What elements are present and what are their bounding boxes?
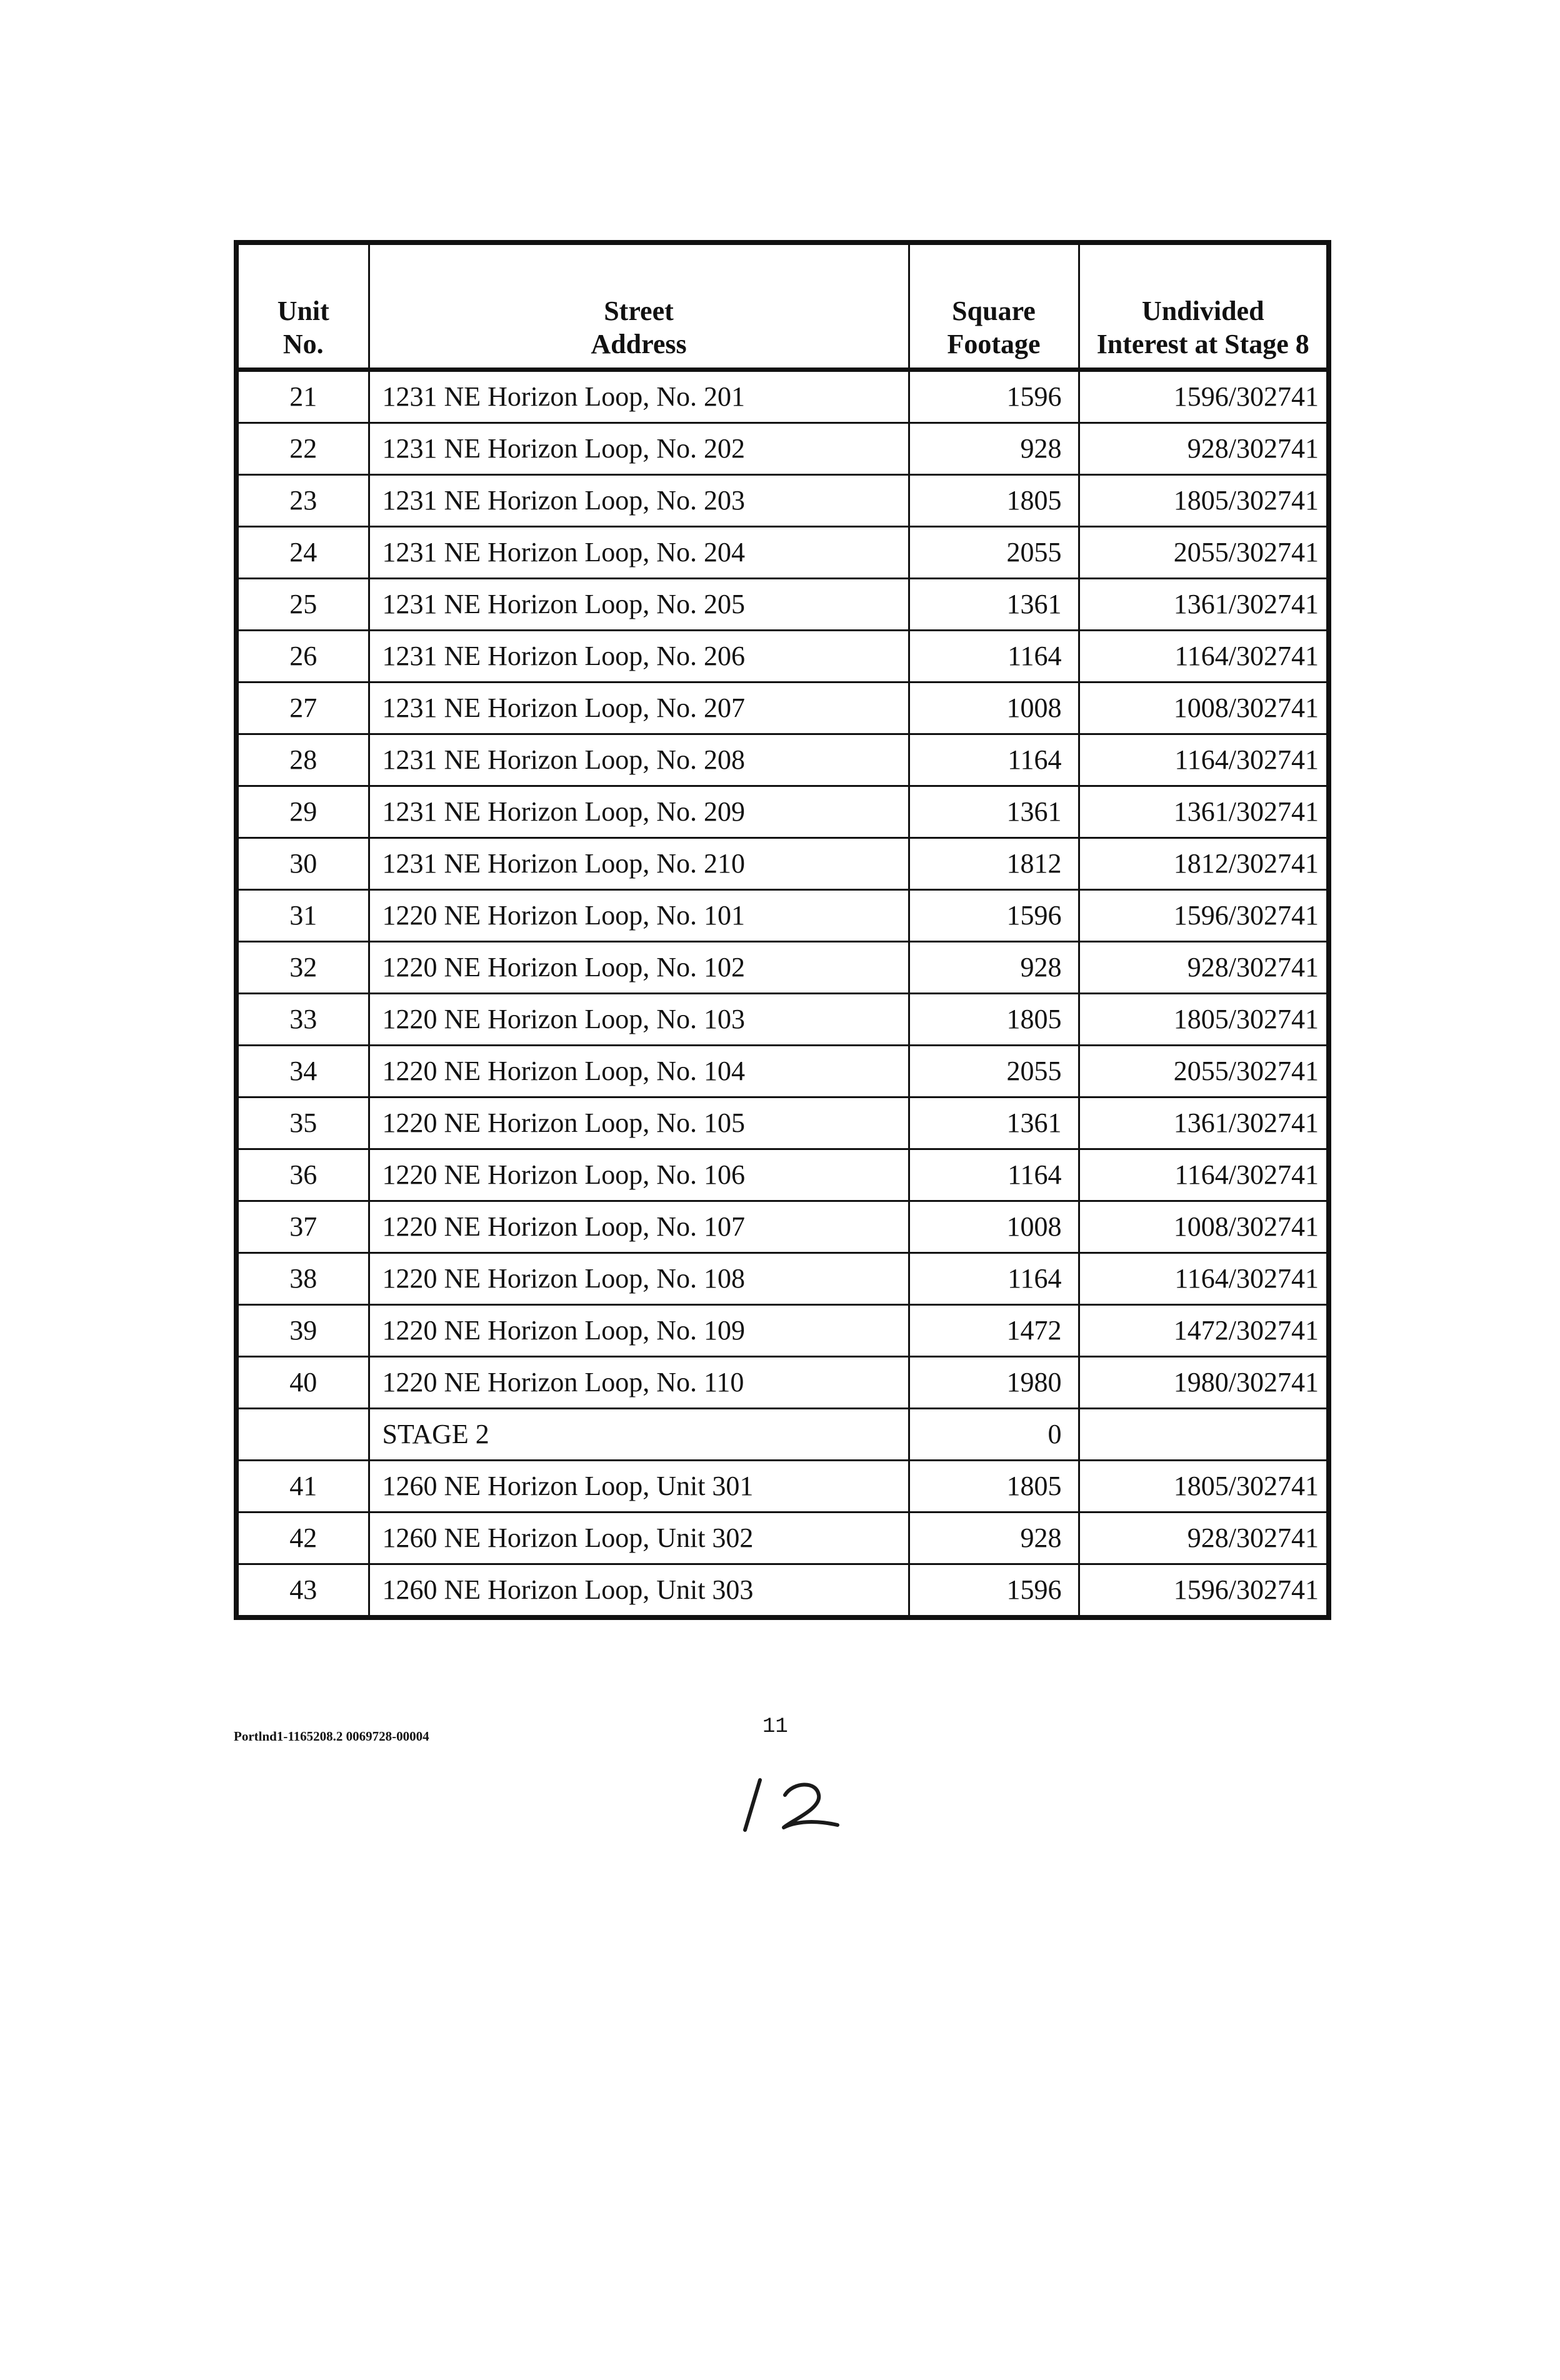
table-row <box>236 734 1329 786</box>
square-footage-cell: 0 <box>909 1409 1079 1461</box>
address-cell: 1260 NE Horizon Loop, Unit 303 <box>369 1564 909 1618</box>
address-cell: 1220 NE Horizon Loop, No. 101 <box>369 890 909 942</box>
unit-cell: 31 <box>236 890 369 942</box>
unit-cell: 28 <box>236 734 369 786</box>
address-cell: 1220 NE Horizon Loop, No. 110 <box>369 1357 909 1409</box>
interest-cell: 928/302741 <box>1079 942 1329 994</box>
square-footage-cell: 1164 <box>909 1149 1079 1201</box>
interest-cell: 1805/302741 <box>1079 475 1329 527</box>
unit-cell: 26 <box>236 631 369 682</box>
interest-cell: 1164/302741 <box>1079 631 1329 682</box>
address-cell: 1220 NE Horizon Loop, No. 105 <box>369 1098 909 1149</box>
unit-cell: 38 <box>236 1253 369 1305</box>
address-cell: 1231 NE Horizon Loop, No. 203 <box>369 475 909 527</box>
interest-cell: 1164/302741 <box>1079 1149 1329 1201</box>
square-footage-cell: 1472 <box>909 1305 1079 1357</box>
address-cell: 1220 NE Horizon Loop, No. 103 <box>369 994 909 1046</box>
square-footage-cell: 1361 <box>909 579 1079 631</box>
unit-cell: 25 <box>236 579 369 631</box>
table-row <box>236 1409 1329 1461</box>
table-row <box>236 1098 1329 1149</box>
square-footage-cell: 1596 <box>909 370 1079 423</box>
interest-cell: 1805/302741 <box>1079 1461 1329 1512</box>
table-row <box>236 890 1329 942</box>
table-row <box>236 786 1329 838</box>
unit-cell: 23 <box>236 475 369 527</box>
unit-cell: 42 <box>236 1512 369 1564</box>
unit-cell: 43 <box>236 1564 369 1618</box>
square-footage-cell: 1980 <box>909 1357 1079 1409</box>
table-row <box>236 994 1329 1046</box>
interest-cell: 1980/302741 <box>1079 1357 1329 1409</box>
address-cell: 1231 NE Horizon Loop, No. 206 <box>369 631 909 682</box>
interest-cell: 928/302741 <box>1079 1512 1329 1564</box>
square-footage-cell: 1805 <box>909 1461 1079 1512</box>
square-footage-cell: 1008 <box>909 682 1079 734</box>
interest-cell: 1812/302741 <box>1079 838 1329 890</box>
table-row <box>236 1149 1329 1201</box>
square-footage-cell: 1805 <box>909 994 1079 1046</box>
table-body <box>236 370 1329 1618</box>
address-cell: 1231 NE Horizon Loop, No. 209 <box>369 786 909 838</box>
table-row <box>236 942 1329 994</box>
address-cell: 1220 NE Horizon Loop, No. 106 <box>369 1149 909 1201</box>
unit-cell: 22 <box>236 423 369 475</box>
header-undivided-interest: Undivided Interest at Stage 8 <box>1079 242 1329 370</box>
header-square-footage: Square Footage <box>909 242 1079 370</box>
table-row <box>236 1201 1329 1253</box>
square-footage-cell: 1596 <box>909 1564 1079 1618</box>
interest-cell: 2055/302741 <box>1079 527 1329 579</box>
table-row <box>236 475 1329 527</box>
interest-cell <box>1079 1409 1329 1461</box>
unit-cell: 21 <box>236 370 369 423</box>
interest-cell: 1008/302741 <box>1079 1201 1329 1253</box>
square-footage-cell: 928 <box>909 942 1079 994</box>
address-cell: 1260 NE Horizon Loop, Unit 301 <box>369 1461 909 1512</box>
unit-cell: 29 <box>236 786 369 838</box>
unit-cell <box>236 1409 369 1461</box>
unit-cell: 39 <box>236 1305 369 1357</box>
table-row <box>236 370 1329 423</box>
table-row <box>236 423 1329 475</box>
table-header <box>236 242 1329 370</box>
header-unit-no: Unit No. <box>236 242 369 370</box>
unit-cell: 27 <box>236 682 369 734</box>
document-id: Portlnd1-1165208.2 0069728-00004 <box>234 1729 429 1744</box>
address-cell: 1220 NE Horizon Loop, No. 107 <box>369 1201 909 1253</box>
header-row <box>236 242 1329 370</box>
unit-cell: 32 <box>236 942 369 994</box>
square-footage-cell: 928 <box>909 1512 1079 1564</box>
interest-cell: 1164/302741 <box>1079 734 1329 786</box>
square-footage-cell: 1164 <box>909 1253 1079 1305</box>
table-row <box>236 1461 1329 1512</box>
table-row <box>236 1564 1329 1618</box>
unit-cell: 41 <box>236 1461 369 1512</box>
address-cell: 1220 NE Horizon Loop, No. 109 <box>369 1305 909 1357</box>
unit-cell: 34 <box>236 1046 369 1098</box>
table-row <box>236 682 1329 734</box>
unit-cell: 30 <box>236 838 369 890</box>
square-footage-cell: 2055 <box>909 527 1079 579</box>
address-cell: 1220 NE Horizon Loop, No. 104 <box>369 1046 909 1098</box>
table-row <box>236 631 1329 682</box>
interest-cell: 1008/302741 <box>1079 682 1329 734</box>
address-cell: 1220 NE Horizon Loop, No. 102 <box>369 942 909 994</box>
page-number: 11 <box>762 1715 788 1739</box>
header-street-address: Street Address <box>369 242 909 370</box>
interest-cell: 1164/302741 <box>1079 1253 1329 1305</box>
interest-cell: 1361/302741 <box>1079 579 1329 631</box>
square-footage-cell: 1805 <box>909 475 1079 527</box>
interest-cell: 1596/302741 <box>1079 1564 1329 1618</box>
table-row <box>236 1305 1329 1357</box>
table-row <box>236 1357 1329 1409</box>
unit-cell: 24 <box>236 527 369 579</box>
interest-cell: 2055/302741 <box>1079 1046 1329 1098</box>
square-footage-cell: 2055 <box>909 1046 1079 1098</box>
unit-cell: 36 <box>236 1149 369 1201</box>
square-footage-cell: 928 <box>909 423 1079 475</box>
handwritten-page-number <box>728 1768 852 1836</box>
table-row <box>236 1046 1329 1098</box>
square-footage-cell: 1361 <box>909 1098 1079 1149</box>
square-footage-cell: 1008 <box>909 1201 1079 1253</box>
address-cell: 1231 NE Horizon Loop, No. 201 <box>369 370 909 423</box>
square-footage-cell: 1361 <box>909 786 1079 838</box>
interest-cell: 1596/302741 <box>1079 370 1329 423</box>
unit-cell: 33 <box>236 994 369 1046</box>
address-cell: 1231 NE Horizon Loop, No. 205 <box>369 579 909 631</box>
square-footage-cell: 1596 <box>909 890 1079 942</box>
unit-cell: 37 <box>236 1201 369 1253</box>
table-row <box>236 838 1329 890</box>
address-cell: 1231 NE Horizon Loop, No. 208 <box>369 734 909 786</box>
table-row <box>236 579 1329 631</box>
table-row <box>236 1253 1329 1305</box>
address-cell: STAGE 2 <box>369 1409 909 1461</box>
square-footage-cell: 1164 <box>909 631 1079 682</box>
square-footage-cell: 1164 <box>909 734 1079 786</box>
square-footage-cell: 1812 <box>909 838 1079 890</box>
table-row <box>236 1512 1329 1564</box>
unit-cell: 35 <box>236 1098 369 1149</box>
interest-cell: 1361/302741 <box>1079 786 1329 838</box>
interest-cell: 1805/302741 <box>1079 994 1329 1046</box>
address-cell: 1231 NE Horizon Loop, No. 210 <box>369 838 909 890</box>
address-cell: 1231 NE Horizon Loop, No. 202 <box>369 423 909 475</box>
interest-cell: 928/302741 <box>1079 423 1329 475</box>
address-cell: 1220 NE Horizon Loop, No. 108 <box>369 1253 909 1305</box>
address-cell: 1231 NE Horizon Loop, No. 207 <box>369 682 909 734</box>
interest-cell: 1472/302741 <box>1079 1305 1329 1357</box>
address-cell: 1231 NE Horizon Loop, No. 204 <box>369 527 909 579</box>
interest-cell: 1361/302741 <box>1079 1098 1329 1149</box>
unit-cell: 40 <box>236 1357 369 1409</box>
address-cell: 1260 NE Horizon Loop, Unit 302 <box>369 1512 909 1564</box>
unit-table <box>234 240 1331 1620</box>
table-row <box>236 527 1329 579</box>
interest-cell: 1596/302741 <box>1079 890 1329 942</box>
